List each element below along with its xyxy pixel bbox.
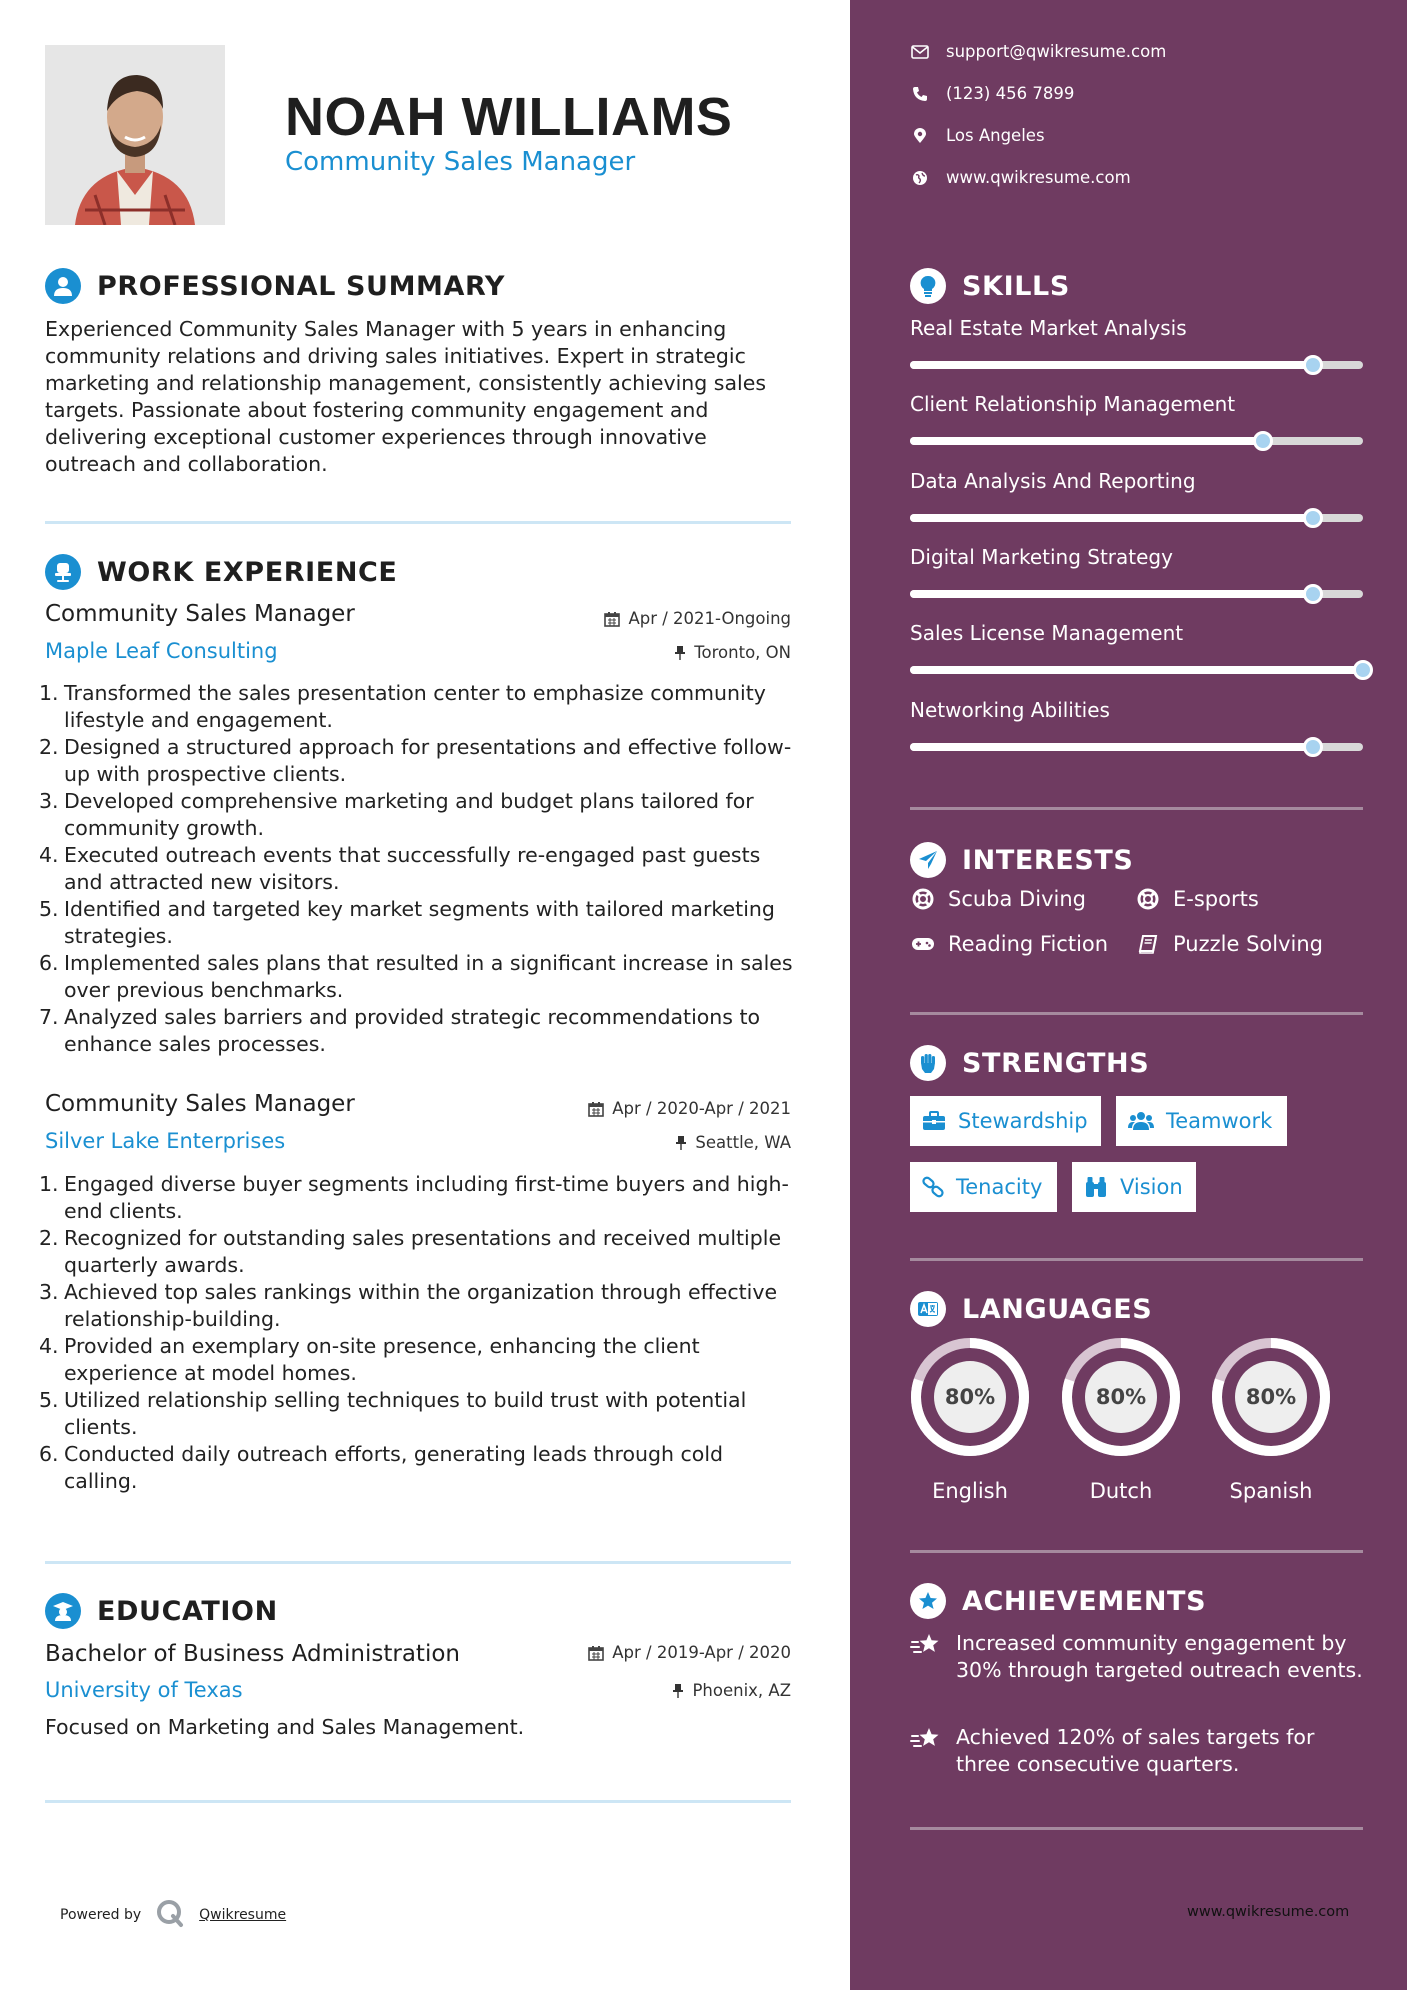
calendar-icon	[604, 611, 620, 627]
list-item: 2. Designed a structured approach for presentations and effective follow-up with prospective clients.	[39, 735, 792, 786]
education-date-text: Apr / 2019-Apr / 2020	[612, 1643, 791, 1662]
section-divider	[910, 1258, 1363, 1261]
qwikresume-logo-icon	[155, 1898, 185, 1932]
skill-bar-fill	[910, 666, 1363, 674]
calendar-icon	[588, 1645, 604, 1661]
education-description: Focused on Marketing and Sales Management.	[45, 1715, 525, 1739]
strength-badge	[1072, 1162, 1196, 1212]
skill-bar-fill	[910, 514, 1313, 522]
star-badge-icon	[910, 1583, 946, 1619]
map-marker-icon	[910, 128, 930, 144]
achievement-text: Achieved 120% of sales targets for three consecutive quarters.	[956, 1725, 1315, 1776]
job-date-text: Apr / 2021-Ongoing	[628, 609, 791, 628]
skill-bar-knob	[1353, 660, 1373, 680]
pin-icon	[675, 1135, 687, 1151]
skill-name: Data Analysis And Reporting	[910, 469, 1196, 493]
education-title: EDUCATION	[97, 1595, 278, 1627]
phone-icon	[910, 86, 930, 102]
interests-heading	[910, 840, 1133, 880]
languages-title: LANGUAGES	[962, 1293, 1153, 1325]
interest-item	[910, 887, 1086, 911]
skill-name: Real Estate Market Analysis	[910, 316, 1187, 340]
skill-bar	[910, 514, 1363, 522]
interest-item	[1135, 887, 1259, 911]
interest-item	[1135, 932, 1323, 956]
section-divider	[45, 1561, 791, 1564]
section-divider	[910, 1827, 1363, 1830]
interest-item	[910, 932, 1108, 956]
skill-bar	[910, 361, 1363, 369]
users-icon	[1128, 1111, 1154, 1131]
lightbulb-icon	[910, 268, 946, 304]
achievement-text: Increased community engagement by 30% through targeted outreach events.	[956, 1631, 1363, 1682]
list-item: 4. Provided an exemplary on-site presence, enhancing the client experience at model homes.	[39, 1334, 700, 1385]
calendar-icon	[588, 1101, 604, 1117]
list-item: 1. Transformed the sales presentation center to emphasize community lifestyle and engagement.	[39, 681, 766, 732]
job-location-text: Toronto, ON	[694, 643, 791, 662]
pin-icon	[672, 1683, 684, 1699]
job-location	[674, 643, 791, 662]
language-name: Spanish	[1229, 1479, 1313, 1503]
raised-fist-icon	[910, 1045, 946, 1081]
section-divider	[910, 807, 1363, 810]
email-text: support@qwikresume.com	[946, 42, 1167, 61]
achievement-item	[910, 1724, 1363, 1778]
summary-text: Experienced Community Sales Manager with 5 years in enhancing community relations and driving sales initiatives. Expert in strategic marketing and relationship management, consistently achieving sales targets. Passionate about fostering community engagement and delivering exceptional customer experiences through innovative outreach and collaboration.	[45, 317, 767, 476]
contact-location	[910, 126, 1045, 145]
summary-title: PROFESSIONAL SUMMARY	[97, 270, 506, 302]
job-date-text: Apr / 2020-Apr / 2021	[612, 1099, 791, 1118]
website-text: www.qwikresume.com	[946, 168, 1131, 187]
section-divider	[45, 521, 791, 524]
language-name: English	[932, 1479, 1008, 1503]
skill-bar	[910, 666, 1363, 674]
footer-website[interactable]: www.qwikresume.com	[1187, 1904, 1350, 1920]
job-title: Community Sales Manager	[45, 1091, 355, 1117]
interests-title: INTERESTS	[962, 844, 1134, 876]
list-item: 4. Executed outreach events that successfully re-engaged past guests and attracted new visitors.	[39, 843, 761, 894]
skill-name: Networking Abilities	[910, 698, 1110, 722]
job-title: Community Sales Manager	[45, 601, 355, 627]
translate-icon	[910, 1291, 946, 1327]
candidate-name: NOAH WILLIAMS	[285, 87, 733, 147]
envelope-icon	[910, 45, 930, 59]
lifebuoy-icon	[910, 888, 936, 910]
language-ring	[1209, 1335, 1333, 1459]
list-item: 5. Utilized relationship selling techniques to build trust with potential clients.	[39, 1388, 747, 1439]
education-location	[672, 1681, 791, 1700]
achievement-item	[910, 1630, 1363, 1684]
strengths-title: STRENGTHS	[962, 1047, 1150, 1079]
list-item: 2. Recognized for outstanding sales presentations and received multiple quarterly awards.	[39, 1226, 782, 1277]
powered-by	[60, 1898, 286, 1932]
list-item: 7. Analyzed sales barriers and provided strategic recommendations to enhance sales processes.	[39, 1005, 761, 1056]
star-trail-icon	[910, 1630, 944, 1684]
education-location-text: Phoenix, AZ	[692, 1681, 791, 1700]
profile-photo	[45, 45, 225, 225]
language-item	[1209, 1335, 1333, 1503]
skill-bar	[910, 743, 1363, 751]
school-name: University of Texas	[45, 1678, 243, 1702]
language-percent: 80%	[944, 1385, 996, 1409]
skill-name: Digital Marketing Strategy	[910, 545, 1173, 569]
language-ring	[908, 1335, 1032, 1459]
skill-bar	[910, 590, 1363, 598]
skill-bar-fill	[910, 361, 1313, 369]
strength-label: Vision	[1120, 1175, 1183, 1199]
strength-label: Tenacity	[956, 1175, 1043, 1199]
briefcase-icon	[922, 1111, 946, 1131]
star-trail-icon	[910, 1724, 944, 1778]
interest-label: Scuba Diving	[948, 887, 1086, 911]
user-icon	[45, 268, 81, 304]
paper-plane-icon	[910, 842, 946, 878]
skill-name: Sales License Management	[910, 621, 1184, 645]
achievements-heading	[910, 1581, 1206, 1621]
strength-label: Teamwork	[1166, 1109, 1273, 1133]
job-duties-list	[39, 680, 795, 1058]
binoculars-icon	[1084, 1176, 1108, 1198]
list-item: 6. Implemented sales plans that resulted in a significant increase in sales over previous benchmarks.	[39, 951, 793, 1002]
languages-heading	[910, 1289, 1152, 1329]
section-divider	[910, 1550, 1363, 1553]
interest-label: Puzzle Solving	[1173, 932, 1323, 956]
education-heading	[45, 1591, 278, 1631]
experience-heading	[45, 552, 397, 592]
contact-email[interactable]	[910, 42, 1166, 61]
strength-badge	[910, 1162, 1057, 1212]
education-date	[588, 1643, 791, 1662]
contact-website[interactable]	[910, 168, 1131, 187]
language-item	[908, 1335, 1032, 1503]
interest-label: Reading Fiction	[948, 932, 1109, 956]
skill-bar	[910, 437, 1363, 445]
pin-icon	[674, 645, 686, 661]
skill-name: Client Relationship Management	[910, 392, 1236, 416]
job-date	[588, 1099, 791, 1118]
section-divider	[910, 1012, 1363, 1015]
gamepad-icon	[910, 936, 936, 952]
achievements-title: ACHIEVEMENTS	[962, 1585, 1207, 1617]
location-text: Los Angeles	[946, 126, 1045, 145]
strength-badge	[1116, 1096, 1287, 1146]
experience-title: WORK EXPERIENCE	[97, 556, 398, 588]
strength-badge	[910, 1096, 1101, 1146]
qwikresume-link[interactable]: Qwikresume	[199, 1907, 287, 1923]
strength-label: Stewardship	[958, 1109, 1088, 1133]
globe-icon	[910, 170, 930, 186]
skill-bar-fill	[910, 590, 1313, 598]
phone-text: (123) 456 7899	[946, 84, 1075, 103]
list-item: 5. Identified and targeted key market segments with tailored marketing strategies.	[39, 897, 775, 948]
language-ring	[1059, 1335, 1183, 1459]
job-company: Silver Lake Enterprises	[45, 1129, 286, 1153]
job-location-text: Seattle, WA	[695, 1133, 791, 1152]
strengths-heading	[910, 1043, 1149, 1083]
degree-title: Bachelor of Business Administration	[45, 1641, 460, 1667]
graduate-icon	[45, 1593, 81, 1629]
list-item: 6. Conducted daily outreach efforts, generating leads through cold calling.	[39, 1442, 724, 1493]
job-duties-list	[39, 1171, 795, 1495]
skill-bar-fill	[910, 743, 1313, 751]
language-name: Dutch	[1089, 1479, 1153, 1503]
language-percent: 80%	[1245, 1385, 1297, 1409]
list-item: 3. Achieved top sales rankings within the organization through effective relationship-building.	[39, 1280, 778, 1331]
candidate-role: Community Sales Manager	[285, 147, 636, 177]
summary-heading	[45, 266, 505, 306]
job-company: Maple Leaf Consulting	[45, 639, 278, 663]
powered-by-label: Powered by	[60, 1907, 142, 1923]
list-item: 1. Engaged diverse buyer segments including first-time buyers and high-end clients.	[39, 1172, 789, 1223]
job-date	[604, 609, 791, 628]
contact-phone[interactable]	[910, 84, 1074, 103]
section-divider	[45, 1800, 791, 1803]
link-icon	[922, 1176, 944, 1198]
book-icon	[1135, 934, 1161, 954]
list-item: 3. Developed comprehensive marketing and budget plans tailored for community growth.	[39, 789, 754, 840]
skills-title: SKILLS	[962, 270, 1070, 302]
language-item	[1059, 1335, 1183, 1503]
lifebuoy-icon	[1135, 888, 1161, 910]
skill-bar-fill	[910, 437, 1263, 445]
skills-heading	[910, 266, 1070, 306]
job-location	[675, 1133, 791, 1152]
office-chair-icon	[45, 554, 81, 590]
language-percent: 80%	[1095, 1385, 1147, 1409]
interest-label: E-sports	[1173, 887, 1259, 911]
